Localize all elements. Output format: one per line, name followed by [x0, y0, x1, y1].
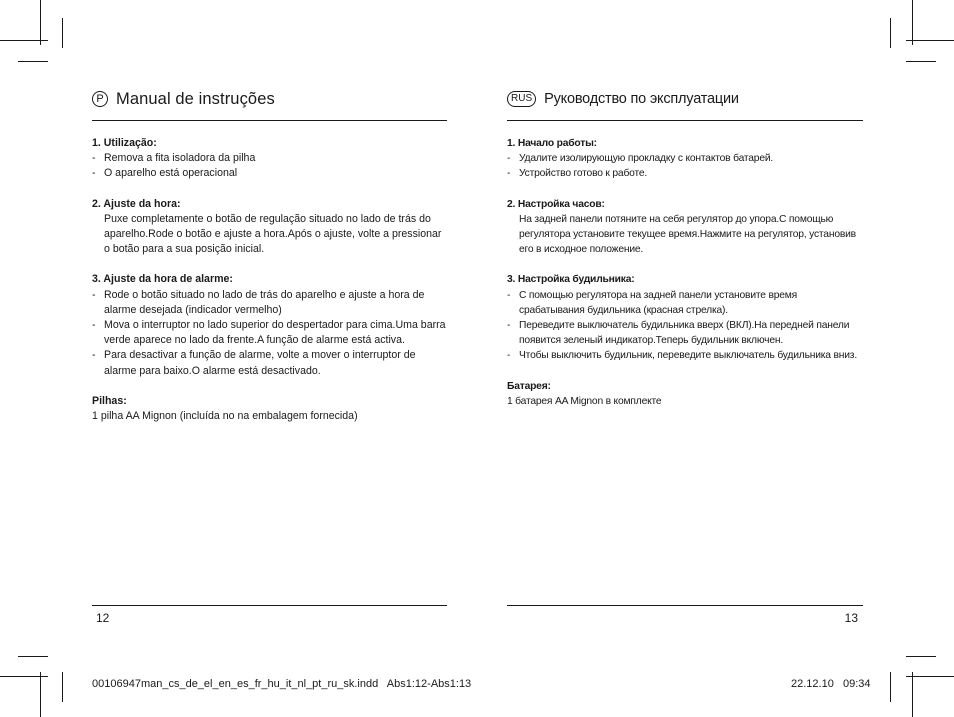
crop-mark: [890, 18, 891, 48]
crop-mark: [18, 656, 48, 657]
section-title: 3. Ajuste da hora de alarme:: [92, 273, 233, 286]
list-item: - Переведите выключатель будильника вверх (ВКЛ).На передней панели появится зеленый индикатор.Теперь будильник включен.: [507, 320, 850, 347]
section-title: Батарея:: [507, 380, 551, 392]
crop-mark: [62, 672, 63, 702]
crop-mark: [62, 18, 63, 48]
section-clock-setting: [507, 197, 863, 258]
language-badge: P: [92, 91, 108, 107]
section-batteries: [92, 394, 447, 424]
page-content: [92, 136, 447, 439]
section-paragraph: На задней панели потяните на себя регулятор до упора.С помощью регулятора установите текущее время.Нажмите на регулятор, установив его в исходное положение.: [519, 213, 856, 256]
list-item: - Удалите изолирующую прокладку с контактов батарей.: [507, 153, 774, 165]
crop-mark: [0, 676, 48, 677]
crop-mark: [912, 672, 913, 717]
section-alarm-setting: [92, 272, 447, 378]
section-title: 2. Настройка часов:: [507, 198, 605, 210]
crop-mark: [890, 672, 891, 702]
section-title: 3. Настройка будильника:: [507, 274, 635, 286]
crop-mark: [906, 656, 936, 657]
page-number: 13: [844, 611, 858, 625]
page-header: [507, 87, 863, 111]
crop-mark: [40, 672, 41, 717]
page-title: Руководство по эксплуатации: [544, 91, 739, 107]
crop-mark: [906, 676, 954, 677]
list-item: - Mova o interruptor no lado superior do despertador para cima.Uma barra verde aparece no lado da frente.A função de alarme está activa.: [92, 319, 446, 347]
footer-rule: [507, 605, 863, 606]
list-item: - Устройство готово к работе.: [507, 168, 648, 180]
list-item: - С помощью регулятора на задней панели установите время срабатывания будильника (красная стрелка).: [507, 289, 798, 316]
list-item: - Remova a fita isoladora da pilha: [92, 152, 256, 165]
list-item: - Чтобы выключить будильник, переведите выключатель будильника вниз.: [507, 350, 857, 362]
section-time-setting: [92, 197, 447, 258]
page-number: 12: [96, 611, 110, 625]
crop-mark: [18, 61, 48, 62]
crop-mark: [906, 40, 954, 41]
crop-mark: [40, 0, 41, 45]
section-getting-started: [507, 136, 863, 182]
section-title: Pilhas:: [92, 394, 127, 407]
section-title: 1. Начало работы:: [507, 138, 597, 149]
header-rule: [92, 120, 447, 121]
crop-mark: [0, 40, 48, 41]
page-content: [507, 136, 863, 424]
page-header: [92, 87, 447, 111]
section-usage: [92, 136, 447, 182]
print-slug-date: 22.12.10 09:34: [791, 678, 871, 690]
section-paragraph: Puxe completamente o botão de regulação situado no lado de trás do aparelho.Rode o botão e ajuste a hora.Após o ajuste, volte a pressionar o botão para a sua posição inicial.: [104, 212, 442, 256]
footer-rule: [92, 605, 447, 606]
list-item: - Para desactivar a função de alarme, volte a mover o interruptor de alarme para baixo.O alarme está desactivado.: [92, 349, 416, 377]
section-title: 1. Utilização:: [92, 137, 157, 149]
page-title: Manual de instruções: [116, 90, 275, 108]
section-text: 1 pilha AA Mignon (incluída no na embalagem fornecida): [92, 410, 358, 423]
section-alarm-setting: [507, 272, 863, 363]
crop-mark: [912, 0, 913, 45]
section-text: 1 батарея AA Mignon в комплекте: [507, 395, 662, 407]
language-badge: RUS: [507, 91, 536, 107]
list-item: - O aparelho está operacional: [92, 167, 238, 180]
section-title: 2. Ajuste da hora:: [92, 197, 181, 210]
crop-mark: [906, 61, 936, 62]
section-battery: [507, 379, 863, 409]
list-item: - Rode o botão situado no lado de trás do aparelho e ajuste a hora de alarme desejada (indicador vermelho): [92, 288, 425, 316]
print-slug-file: 00106947man_cs_de_el_en_es_fr_hu_it_nl_pt_ru_sk.indd Abs1:12-Abs1:13: [92, 678, 472, 690]
header-rule: [507, 120, 863, 121]
